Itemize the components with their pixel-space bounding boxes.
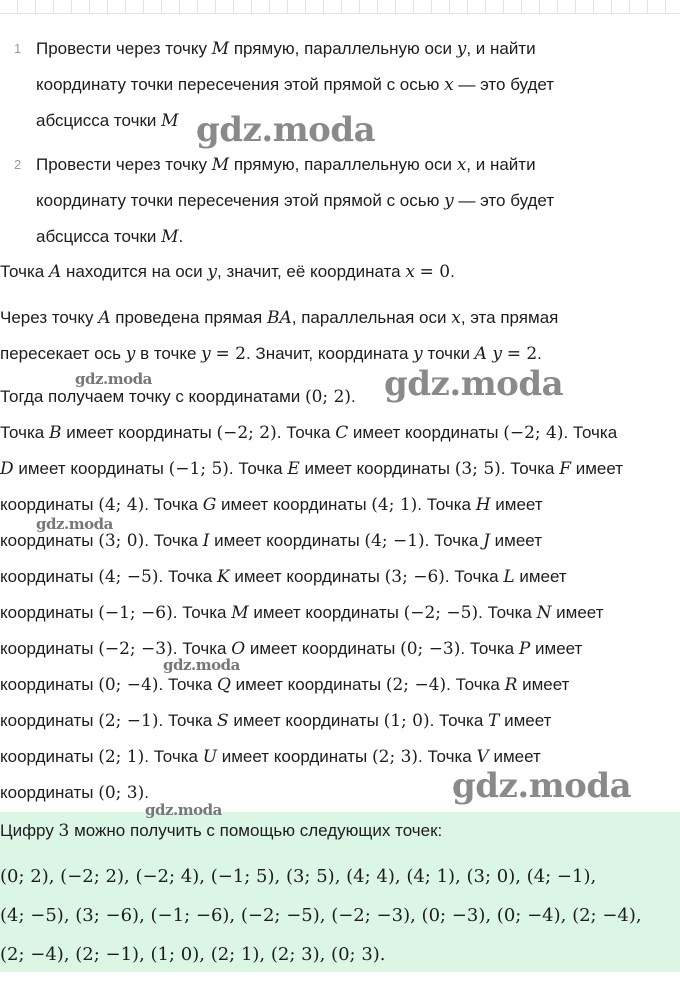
points-line-8: координаты (0; −4). Точка Q имеет координаты (2; −4). Точка R имеет bbox=[0, 675, 570, 695]
watermark-logo: gdz.moda bbox=[196, 110, 376, 150]
paragraph-line-ba-1: Через точку A проведена прямая BA, параллельная оси x, эта прямая bbox=[0, 308, 559, 328]
watermark-logo: gdz.moda bbox=[36, 515, 113, 533]
step-1-line-1: Провести через точку M прямую, параллельную оси y, и найти bbox=[36, 39, 536, 59]
answer-heading: Цифру 3 можно получить с помощью следующих точек: bbox=[0, 821, 443, 841]
points-line-6: координаты (−1; −6). Точка M имеет координаты (−2; −5). Точка N имеет bbox=[0, 603, 604, 623]
paragraph-line-ba-2: пересекает ось y в точке y = 2. Значит, координата y точки A y = 2. bbox=[0, 344, 542, 364]
answer-line-1: (0; 2), (−2; 2), (−2; 4), (−1; 5), (3; 5), (4; 4), (4; 1), (3; 0), (4; −1), bbox=[0, 866, 597, 887]
paragraph-line-ba-3: Тогда получаем точку с координатами (0; 2). bbox=[0, 387, 356, 407]
watermark-logo: gdz.moda bbox=[75, 370, 152, 388]
step-1-line-2: координату точки пересечения этой прямой с осью x — это будет bbox=[36, 75, 555, 95]
answer-line-2: (4; −5), (3; −6), (−1; −6), (−2; −5), (−2; −3), (0; −3), (0; −4), (2; −4), bbox=[0, 905, 642, 926]
points-line-11: координаты (0; 3). bbox=[0, 783, 149, 803]
step-number: 1 bbox=[14, 41, 22, 56]
step-2-line-3: абсцисса точки M. bbox=[36, 227, 184, 247]
watermark-logo: gdz.moda bbox=[384, 364, 564, 404]
points-line-10: координаты (2; 1). Точка U имеет координаты (2; 3). Точка V имеет bbox=[0, 747, 541, 767]
answer-line-3: (2; −4), (2; −1), (1; 0), (2; 1), (2; 3), (0; 3). bbox=[0, 944, 386, 965]
points-line-9: координаты (2; −1). Точка S имеет координаты (1; 0). Точка T имеет bbox=[0, 711, 552, 731]
watermark-logo: gdz.moda bbox=[452, 766, 632, 806]
points-line-5: координаты (4; −5). Точка K имеет координаты (3; −6). Точка L имеет bbox=[0, 567, 567, 587]
watermark-logo: gdz.moda bbox=[163, 656, 240, 674]
step-1-line-3: абсцисса точки M bbox=[36, 111, 179, 131]
points-line-3: координаты (4; 4). Точка G имеет координаты (4; 1). Точка H имеет bbox=[0, 495, 543, 515]
watermark-logo: gdz.moda bbox=[145, 801, 222, 819]
step-number: 2 bbox=[14, 157, 22, 172]
points-line-4: координаты (3; 0). Точка I имеет координаты (4; −1). Точка J имеет bbox=[0, 531, 542, 551]
step-2-line-2: координату точки пересечения этой прямой с осью y — это будет bbox=[36, 191, 555, 211]
paragraph-point-a: Точка A находится на оси y, значит, её координата x = 0. bbox=[0, 262, 455, 282]
points-line-1: Точка B имеет координаты (−2; 2). Точка C имеет координаты (−2; 4). Точка bbox=[0, 423, 618, 443]
grid-strip bbox=[0, 0, 680, 14]
points-line-7: координаты (−2; −3). Точка O имеет координаты (0; −3). Точка P имеет bbox=[0, 639, 583, 659]
points-line-2: D имеет координаты (−1; 5). Точка E имеет координаты (3; 5). Точка F имеет bbox=[0, 459, 624, 479]
step-2-line-1: Провести через точку M прямую, параллельную оси x, и найти bbox=[36, 155, 536, 175]
